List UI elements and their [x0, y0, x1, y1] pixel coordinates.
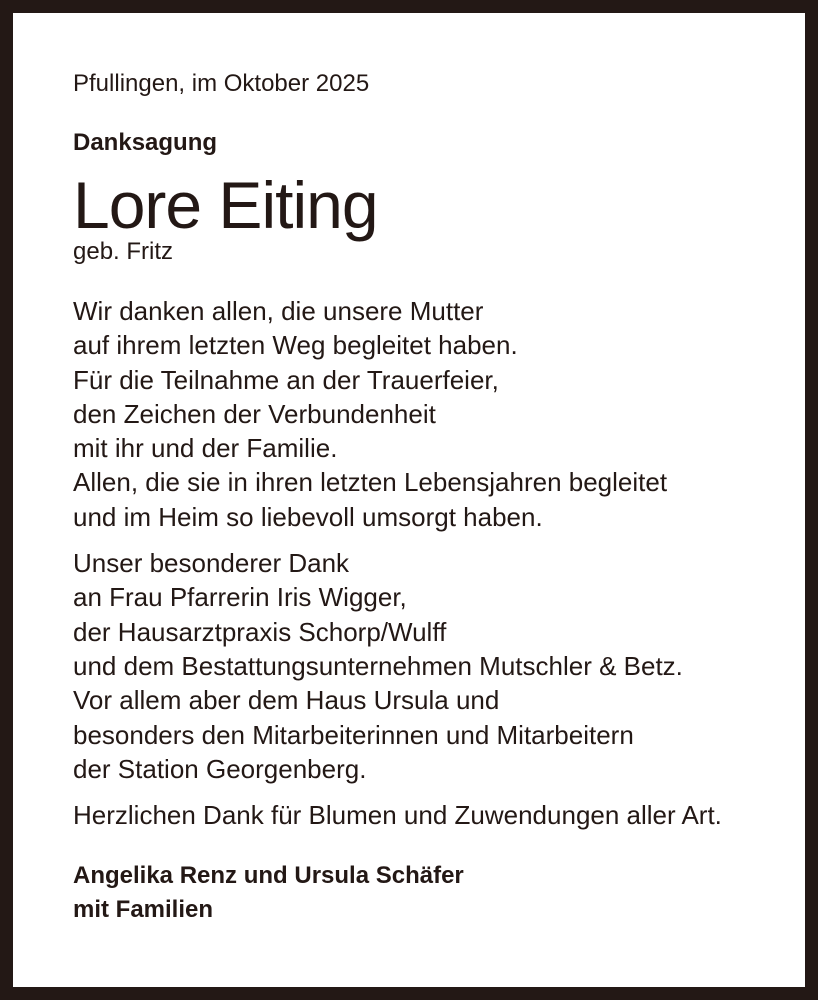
signature-line: mit Familien: [73, 896, 214, 924]
text-line: der Station Georgenberg.: [73, 753, 367, 784]
maiden-name: geb. Fritz: [73, 238, 174, 265]
text-line: Wir danken allen, die unsere Mutter: [73, 296, 484, 326]
text-line: auf ihrem letzten Weg begleitet haben.: [73, 330, 518, 361]
place-date: Pfullingen, im Oktober 2025: [73, 70, 370, 97]
notice-content: [73, 68, 813, 927]
flowers-thanks-paragraph: [73, 798, 813, 832]
special-thanks-paragraph: [73, 546, 813, 786]
text-line: besonders den Mitarbeiterinnen und Mitarbeitern: [73, 719, 634, 750]
thanks-paragraph: [73, 294, 813, 534]
text-line: Vor allem aber dem Haus Ursula und: [73, 685, 500, 716]
text-line: mit ihr und der Familie.: [73, 433, 338, 464]
text-line: der Hausarztpraxis Schorp/Wulff: [73, 616, 447, 647]
deceased-name: Lore Eiting: [73, 168, 378, 242]
text-line: Allen, die sie in ihren letzten Lebensjahren begleitet: [73, 467, 668, 498]
text-line: den Zeichen der Verbundenheit: [73, 398, 436, 429]
signature: [73, 859, 813, 927]
notice-heading: Danksagung: [73, 129, 218, 156]
text-line: Für die Teilnahme an der Trauerfeier,: [73, 364, 499, 395]
signature-line: Angelika Renz und Ursula Schäfer: [73, 862, 464, 890]
text-line: und dem Bestattungsunternehmen Mutschler & Betz.: [73, 650, 683, 681]
text-line: Unser besonderer Dank: [73, 548, 350, 579]
text-line: Herzlichen Dank für Blumen und Zuwendungen aller Art.: [73, 800, 722, 831]
text-line: und im Heim so liebevoll umsorgt haben.: [73, 501, 543, 532]
text-line: an Frau Pfarrerin Iris Wigger,: [73, 582, 407, 613]
